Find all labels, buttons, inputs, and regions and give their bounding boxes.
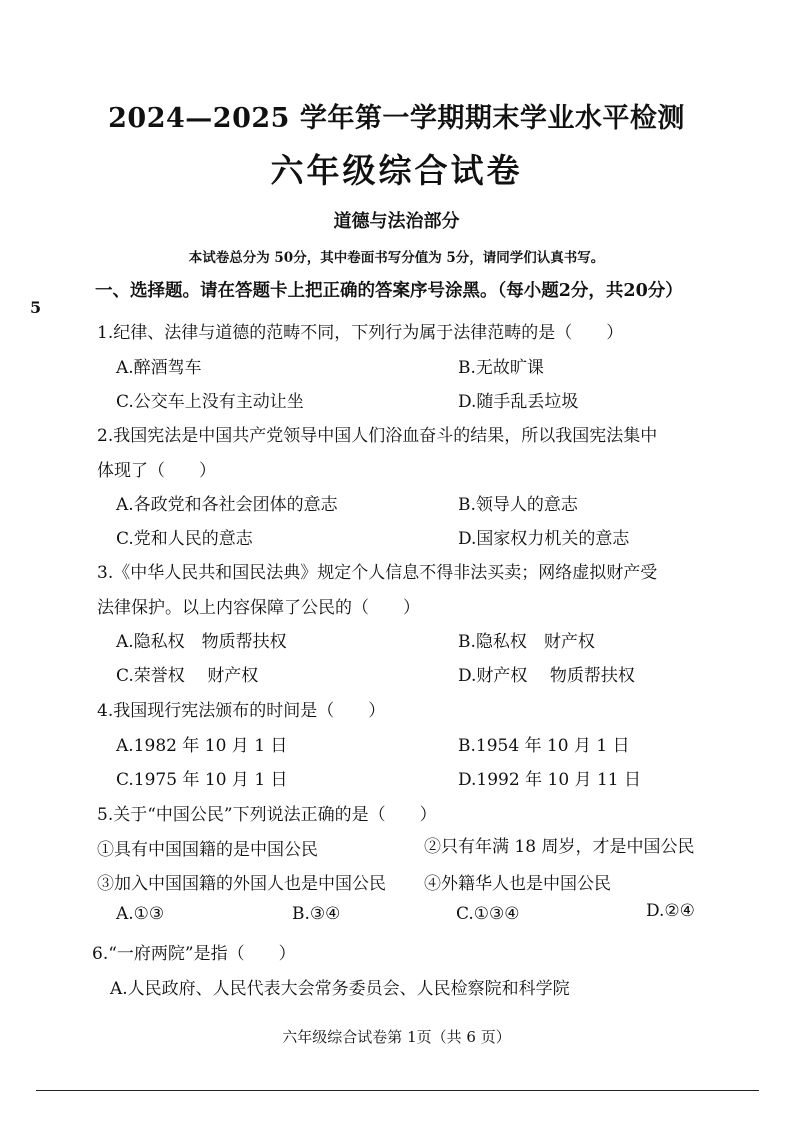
question-3-stem-cont: 法律保护。以上内容保障了公民的（ ） [97,598,420,618]
question-6-stem: 6.“一府两院”是指（ ） [92,944,296,964]
question-4-option-c: C.1975 年 10 月 1 日 [116,770,288,790]
question-3-stem: 3.《中华人民共和国民法典》规定个人信息不得非法买卖；网络虚拟财产受 [97,563,658,583]
question-4-option-b: B.1954 年 10 月 1 日 [458,736,630,756]
question-5-option-a: A.①③ [116,904,165,924]
question-3-option-d: D.财产权 物质帮扶权 [458,666,635,686]
question-1-option-b: B.无故旷课 [458,358,544,378]
question-2-option-b: B.领导人的意志 [458,495,578,515]
question-1-option-d: D.随手乱丢垃圾 [458,392,579,412]
bottom-divider [36,1090,759,1091]
score-note: 本试卷总分为 50分，其中卷面书写分值为 5分，请同学们认真书写。 [188,250,605,266]
question-5-statement-3: ③加入中国国籍的外国人也是中国公民 [97,874,386,894]
question-1-option-c: C.公交车上没有主动让坐 [116,392,304,412]
part-title: 道德与法治部分 [333,211,460,232]
question-4-option-d: D.1992 年 10 月 11 日 [458,770,641,790]
question-2-option-a: A.各政党和各社会团体的意志 [116,495,338,515]
question-3-option-b: B.隐私权 财产权 [458,632,595,652]
question-5-statement-4: ④外籍华人也是中国公民 [424,874,611,894]
question-5-option-d: D.②④ [646,901,695,921]
question-4-option-a: A.1982 年 10 月 1 日 [116,736,288,756]
exam-title: 2024—2025 学年第一学期期末学业水平检测 [108,103,685,134]
question-1-stem: 1.纪律、法律与道德的范畴不同，下列行为属于法律范畴的是（ ） [97,323,624,343]
question-3-option-c: C.荣誉权 财产权 [116,666,259,686]
side-marker: 5 [30,298,42,317]
page-footer: 六年级综合试卷第 1页（共 6 页） [282,1028,511,1046]
question-5-option-c: C.①③④ [456,904,520,924]
question-3-option-a: A.隐私权 物质帮扶权 [116,632,287,652]
section-heading: 一、选择题。请在答题卡上把正确的答案序号涂黑。（每小题2分，共20分） [95,281,683,301]
exam-subtitle: 六年级综合试卷 [270,151,523,190]
question-4-stem: 4.我国现行宪法颁布的时间是（ ） [97,701,386,721]
question-2-stem-cont: 体现了（ ） [97,461,216,481]
question-5-stem: 5.关于“中国公民”下列说法正确的是（ ） [97,805,437,825]
question-2-option-c: C.党和人民的意志 [116,529,253,549]
question-5-statement-2: ②只有年满 18 周岁，才是中国公民 [424,837,695,857]
question-1-option-a: A.醉酒驾车 [116,358,202,378]
question-6-option-a: A.人民政府、人民代表大会常务委员会、人民检察院和科学院 [110,979,570,999]
question-5-option-b: B.③④ [292,904,341,924]
question-2-option-d: D.国家权力机关的意志 [458,529,630,549]
question-5-statement-1: ①具有中国国籍的是中国公民 [97,840,318,860]
question-2-stem: 2.我国宪法是中国共产党领导中国人们浴血奋斗的结果，所以我国宪法集中 [97,426,658,446]
